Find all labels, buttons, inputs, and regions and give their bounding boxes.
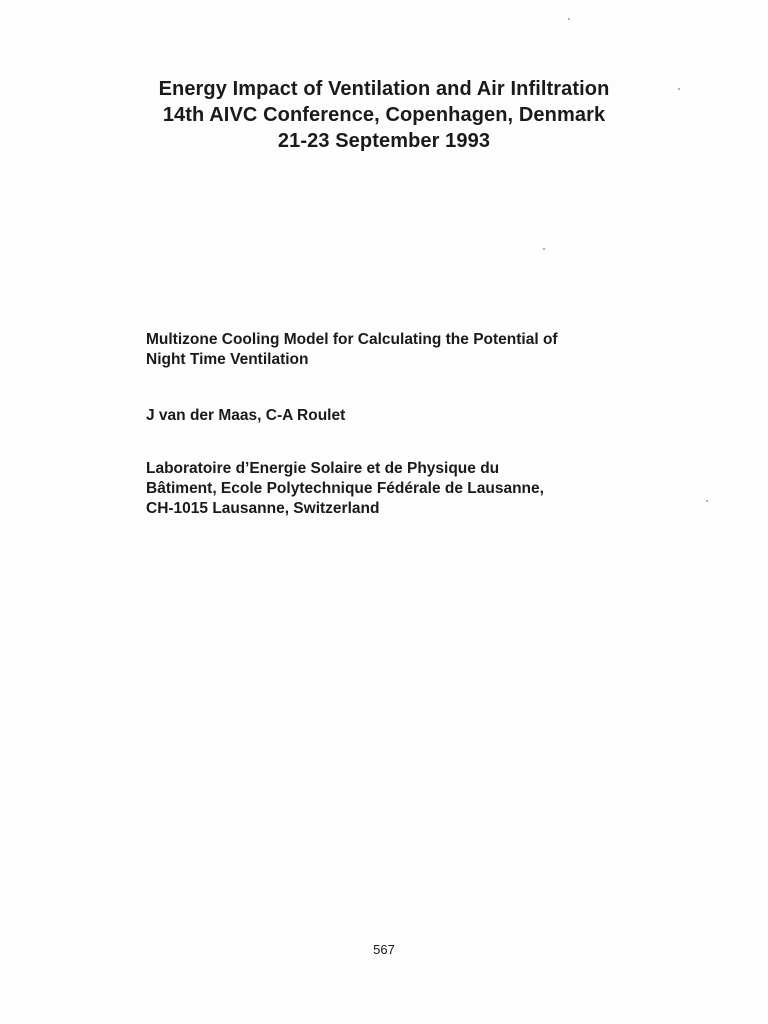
paper-title-line: Multizone Cooling Model for Calculating the Potential of bbox=[146, 331, 558, 348]
scan-speck bbox=[543, 248, 545, 250]
paper-affiliation bbox=[146, 459, 646, 519]
conference-title: Energy Impact of Ventilation and Air Infiltration bbox=[158, 78, 610, 100]
conference-header bbox=[0, 76, 768, 154]
page-number: 567 bbox=[373, 942, 395, 957]
scan-speck bbox=[568, 18, 570, 20]
affiliation-line: CH-1015 Lausanne, Switzerland bbox=[146, 500, 380, 517]
conference-dates: 21-23 September 1993 bbox=[277, 130, 491, 152]
authors-line: J van der Maas, C-A Roulet bbox=[146, 407, 346, 424]
affiliation-line: Laboratoire d’Energie Solaire et de Physique du bbox=[146, 460, 500, 477]
paper-authors bbox=[146, 406, 646, 426]
conference-location: 14th AIVC Conference, Copenhagen, Denmark bbox=[162, 104, 606, 126]
affiliation-line: Bâtiment, Ecole Polytechnique Fédérale de Lausanne, bbox=[146, 480, 544, 497]
paper-title-line: Night Time Ventilation bbox=[146, 351, 309, 368]
scan-speck bbox=[678, 88, 680, 90]
paper-title bbox=[146, 330, 646, 370]
scan-speck bbox=[706, 500, 708, 502]
